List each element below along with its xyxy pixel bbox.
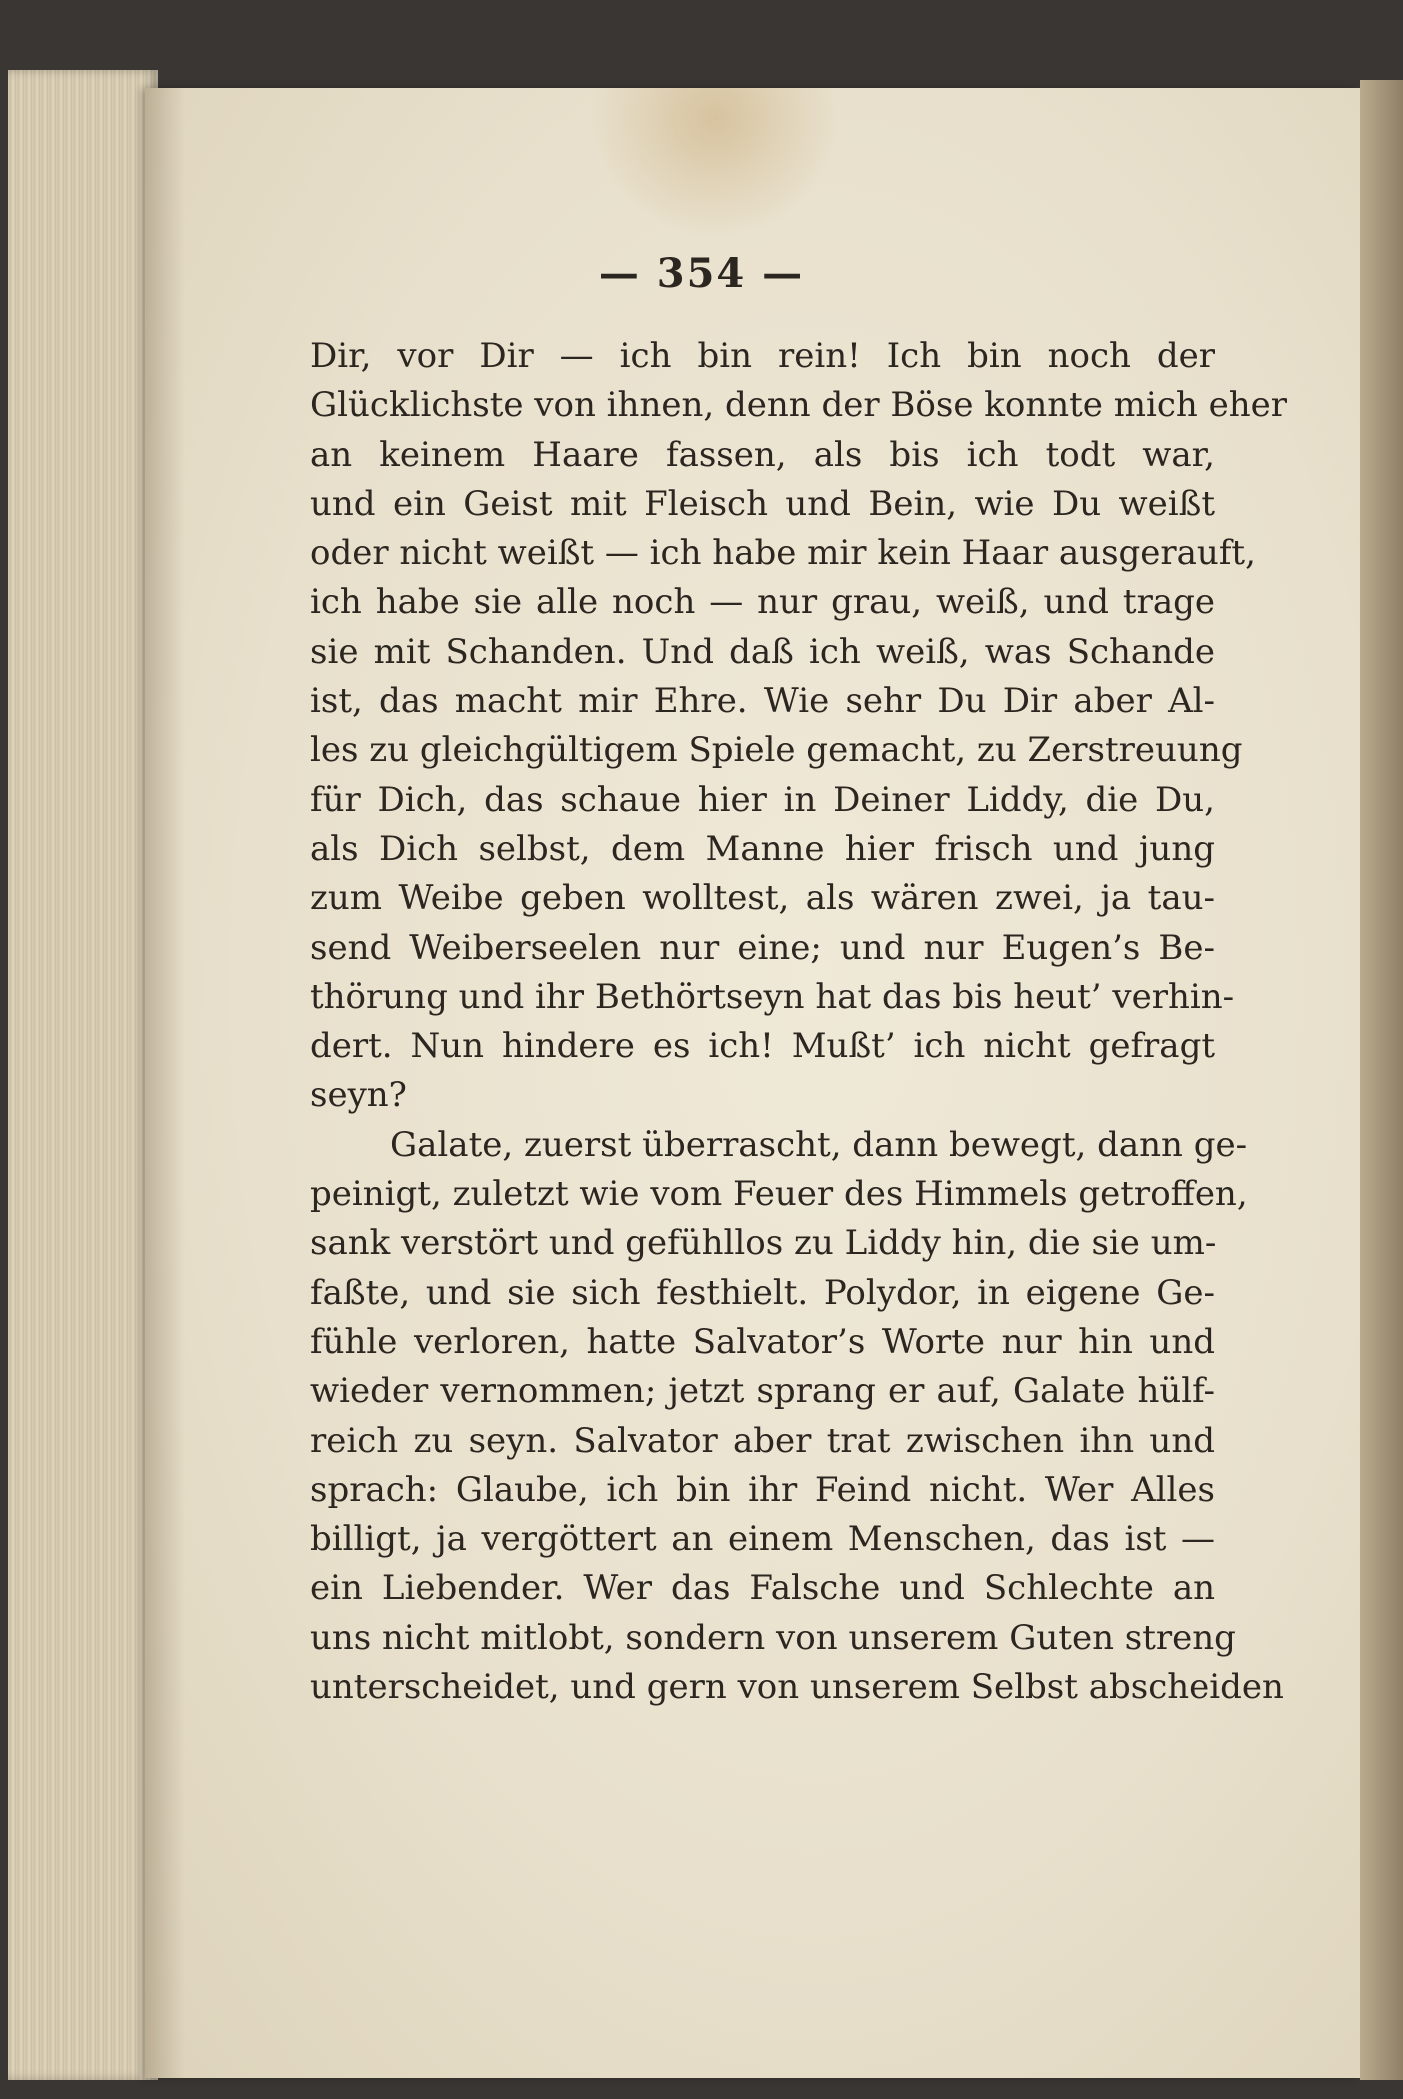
book-page-edges bbox=[8, 70, 158, 2080]
text-line: thörung und ihr Bethörtseyn hat das bis heut’ verhin- bbox=[310, 976, 1235, 1017]
text-line: ist, das macht mir Ehre. Wie sehr Du Dir aber Al- bbox=[310, 681, 1215, 722]
text-line: wieder vernommen; jetzt sprang er auf, Galate hülf- bbox=[310, 1371, 1215, 1412]
text-line: uns nicht mitlobt, sondern von unserem Guten streng bbox=[310, 1617, 1236, 1658]
text-line: ich habe sie alle noch — nur grau, weiß, und trage bbox=[310, 582, 1215, 623]
text-line: als Dich selbst, dem Manne hier frisch und jung bbox=[310, 828, 1215, 869]
binding-edge bbox=[1360, 80, 1403, 2080]
text-line: unterscheidet, und gern von unserem Selbst abscheiden bbox=[310, 1667, 1284, 1708]
text-line: les zu gleichgültigem Spiele gemacht, zu Zerstreuung bbox=[310, 730, 1243, 771]
text-line: seyn? bbox=[310, 1075, 407, 1116]
page-body-text bbox=[310, 332, 1287, 1712]
text-line: Glücklichste von ihnen, denn der Böse konnte mich eher bbox=[310, 385, 1287, 426]
text-line: und ein Geist mit Fleisch und Bein, wie Du weißt bbox=[310, 483, 1215, 524]
text-line: an keinem Haare fassen, als bis ich todt war, bbox=[310, 434, 1215, 475]
text-line: dert. Nun hindere es ich! Mußt’ ich nicht gefragt bbox=[310, 1026, 1215, 1067]
text-line: send Weiberseelen nur eine; und nur Eugen’s Be- bbox=[310, 927, 1215, 968]
text-line: billigt, ja vergöttert an einem Menschen, das ist — bbox=[310, 1519, 1215, 1560]
paper-stain bbox=[590, 88, 840, 238]
text-line: zum Weibe geben wolltest, als wären zwei, ja tau- bbox=[310, 878, 1215, 919]
text-line: für Dich, das schaue hier in Deiner Liddy, die Du, bbox=[310, 779, 1215, 820]
text-line: peinigt, zuletzt wie vom Feuer des Himmels getroffen, bbox=[310, 1174, 1248, 1215]
text-line: sprach: Glaube, ich bin ihr Feind nicht. Wer Alles bbox=[310, 1469, 1215, 1510]
text-line: sie mit Schanden. Und daß ich weiß, was Schande bbox=[310, 631, 1215, 672]
text-line: ein Liebender. Wer das Falsche und Schlechte an bbox=[310, 1568, 1215, 1609]
text-line: sank verstört und gefühllos zu Liddy hin, die sie um- bbox=[310, 1223, 1217, 1264]
gutter-shadow bbox=[145, 88, 185, 2078]
text-line: Galate, zuerst überrascht, dann bewegt, dann ge- bbox=[390, 1124, 1248, 1165]
page-number: — 354 — bbox=[598, 250, 805, 297]
text-line: reich zu seyn. Salvator aber trat zwischen ihn und bbox=[310, 1420, 1215, 1461]
text-line: Dir, vor Dir — ich bin rein! Ich bin noch der bbox=[310, 336, 1215, 376]
text-line: faßte, und sie sich festhielt. Polydor, in eigene Ge- bbox=[310, 1272, 1215, 1313]
text-line: oder nicht weißt — ich habe mir kein Haar ausgerauft, bbox=[310, 533, 1256, 574]
text-line: fühle verloren, hatte Salvator’s Worte nur hin und bbox=[310, 1321, 1215, 1362]
